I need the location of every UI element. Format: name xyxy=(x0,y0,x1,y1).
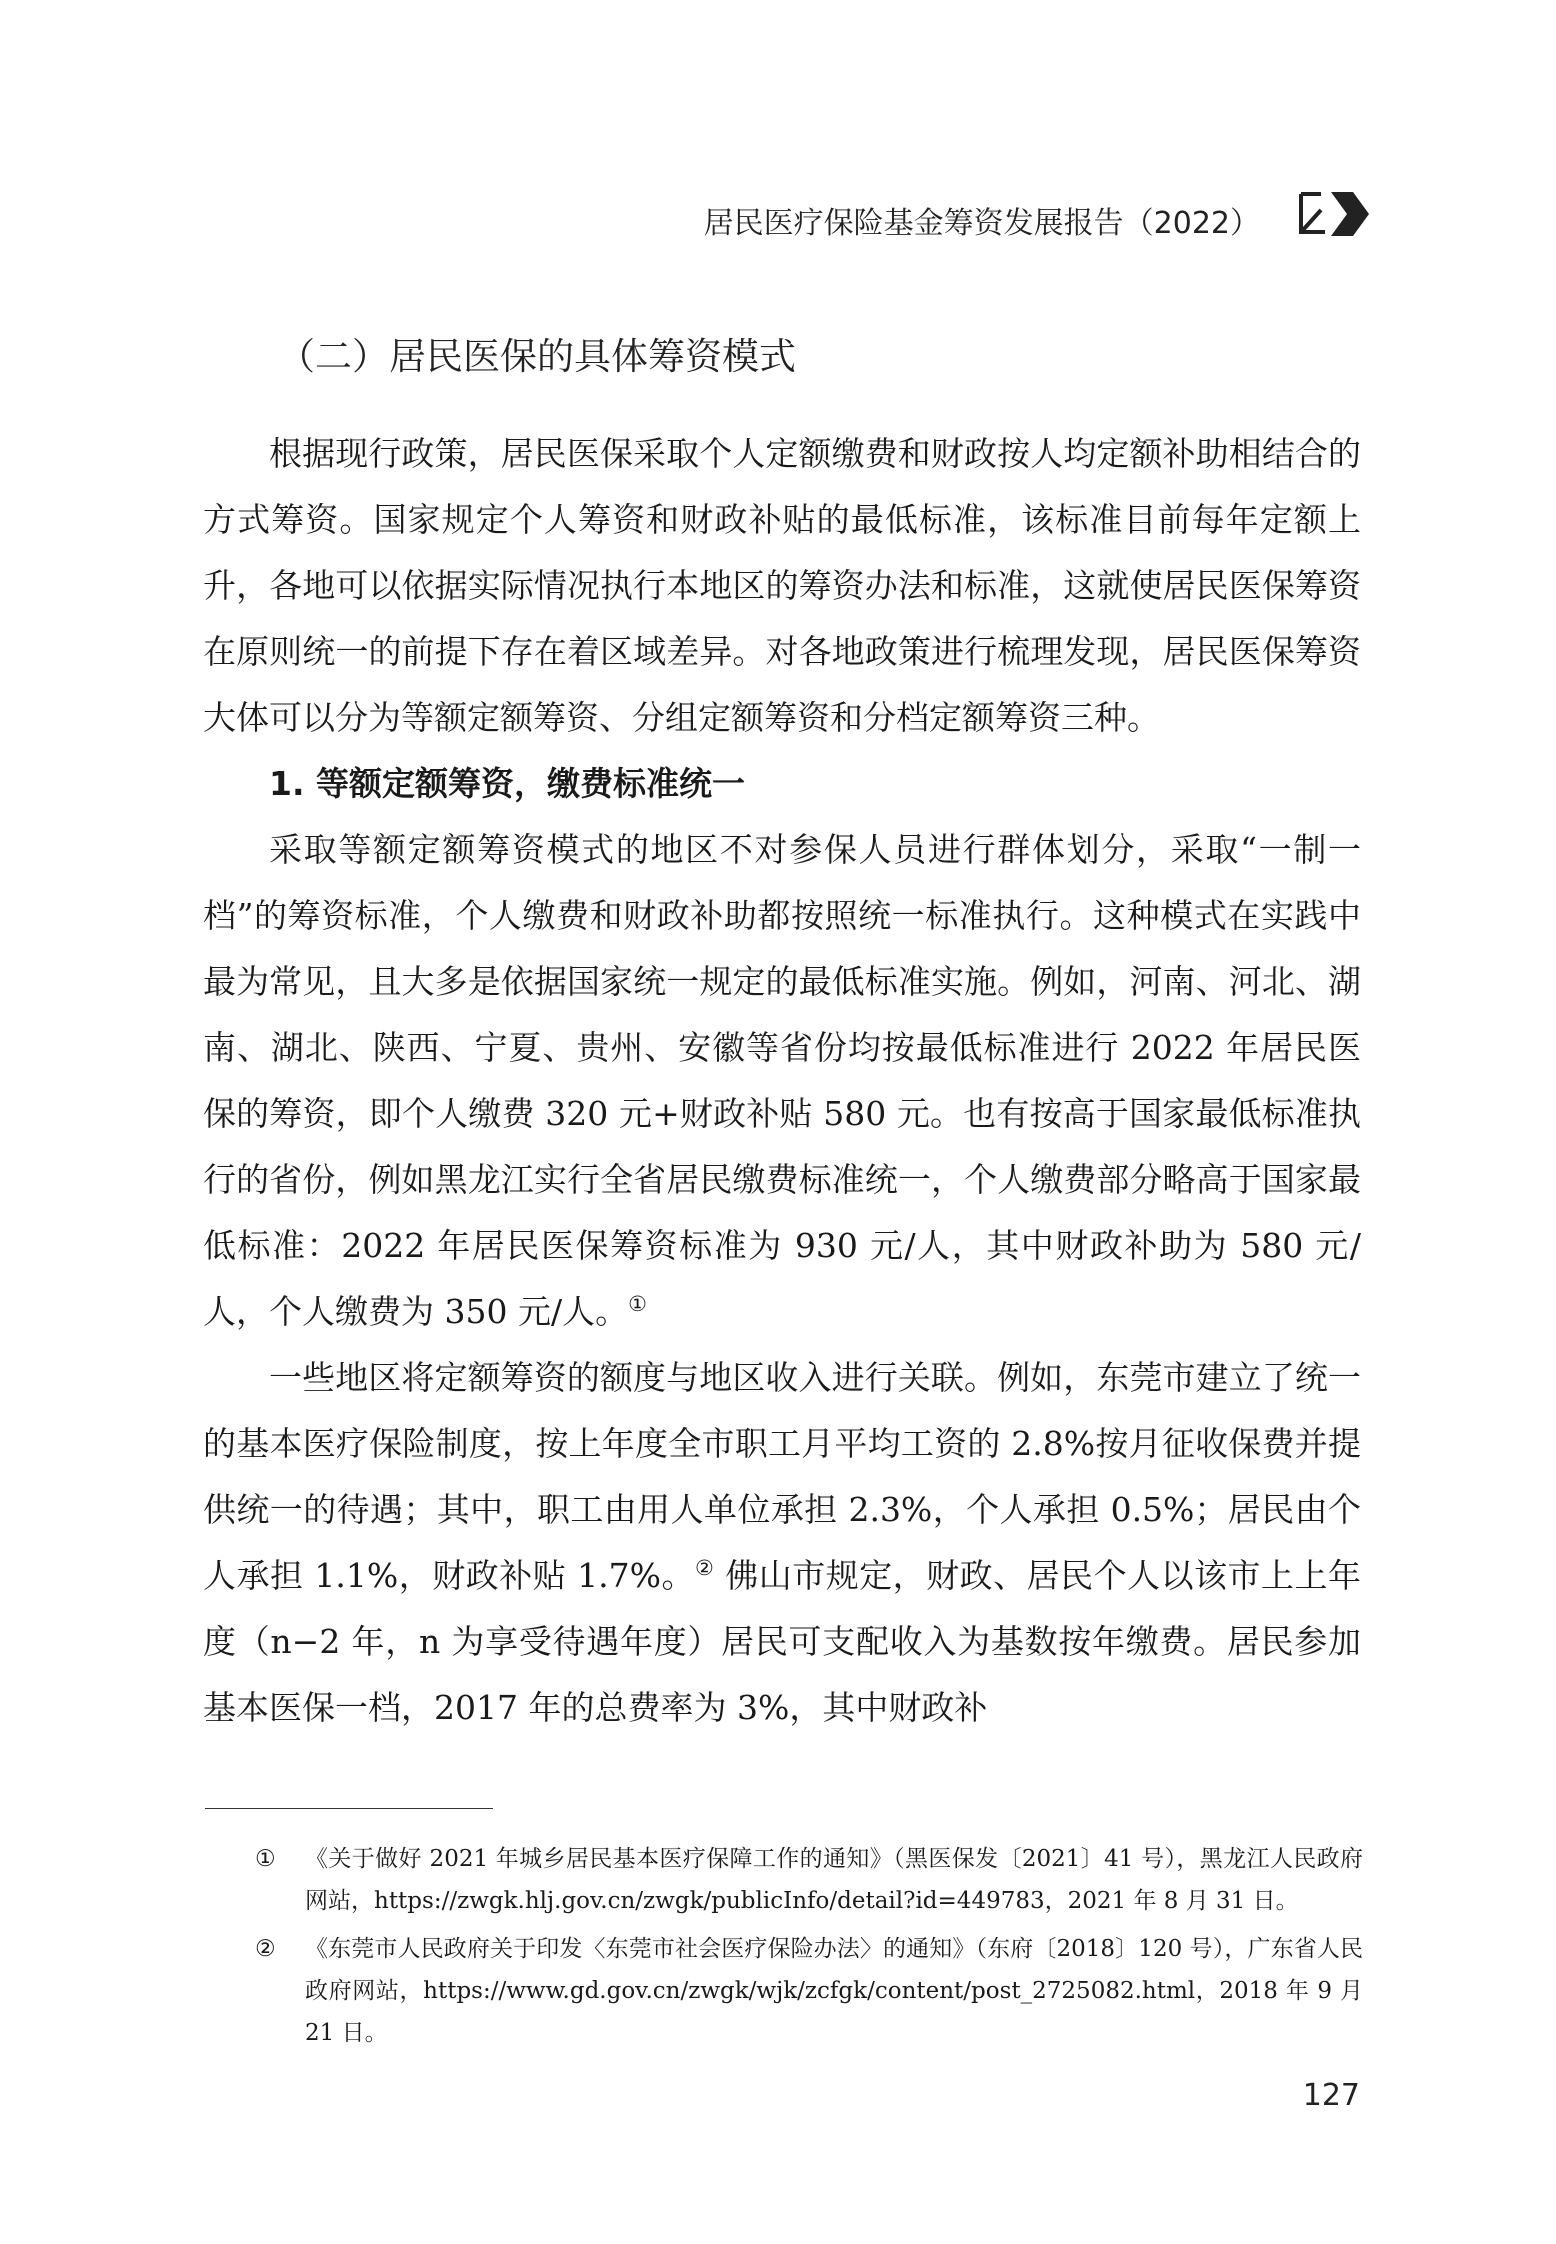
footnote-ref-1[interactable]: ① xyxy=(628,1292,647,1316)
footnote-text: 《东莞市人民政府关于印发〈东莞市社会医疗保险办法〉的通知》（东府〔2018〕120 号），广东省人民政府网站，https://www.gd.gov.cn/zwgk/wjk/zcfgk/content/post_2725082.html，2018 年 9 月 21 日。 xyxy=(305,1936,1363,2046)
page-number: 127 xyxy=(1302,2078,1360,2113)
footnote-item xyxy=(255,1928,1363,2054)
footnote-number: ② xyxy=(255,1936,276,1962)
paragraph-3 xyxy=(203,1345,1361,1741)
section-title: （二）居民医保的具体筹资模式 xyxy=(278,335,796,378)
chapter-mark-icon xyxy=(1295,186,1373,242)
paragraph-2-text: 采取等额定额筹资模式的地区不对参保人员进行群体划分，采取“一制一档”的筹资标准，个人缴费和财政补助都按照统一标准执行。这种模式在实践中最为常见，且大多是依据国家统一规定的最低标准实施。例如，河南、河北、湖南、湖北、陕西、宁夏、贵州、安徽等省份均按最低标准进行 2022 年居民医保的筹资，即个人缴费 320 元+财政补贴 580 元。也有按高于国家最低标准执行的省份，例如黑龙江实行全省居民缴费标准统一，个人缴费部分略高于国家最低标准：2022 年居民医保筹资标准为 930 元/人，其中财政补助为 580 元/人，个人缴费为 350 元/人。 xyxy=(203,830,1361,1331)
footnote-text: 《关于做好 2021 年城乡居民基本医疗保障工作的通知》（黑医保发〔2021〕41 号），黑龙江人民政府网站，https://zwgk.hlj.gov.cn/zwgk/publicInfo/detail?id=449783，2021 年 8 月 31 日。 xyxy=(305,1846,1363,1914)
paragraph-3-text-a: 一些地区将定额筹资的额度与地区收入进行关联。例如，东莞市建立了统一的基本医疗保险制度，按上年度全市职工月平均工资的 2.8%按月征收保费并提供统一的待遇；其中，职工由用人单位承担 2.3%，个人承担 0.5%；居民由个人承担 1.1%，财政补贴 1.7%。 xyxy=(203,1358,1361,1595)
running-title: 居民医疗保险基金筹资发展报告（2022） xyxy=(703,206,1260,241)
subheading: 1. 等额定额筹资，缴费标准统一 xyxy=(269,764,745,803)
footnote-ref-2[interactable]: ② xyxy=(694,1556,715,1580)
body-text xyxy=(203,421,1361,1741)
paragraph-2 xyxy=(203,817,1361,1345)
paragraph-3-text-b: 佛山市规定，财政、居民个人以该市上上年度（n−2 年，n 为享受待遇年度）居民可支配收入为基数按年缴费。居民参加基本医保一档，2017 年的总费率为 3%，其中财政补 xyxy=(203,1556,1361,1727)
footnote-item xyxy=(255,1838,1363,1922)
footnote-number: ① xyxy=(255,1846,276,1872)
footnotes xyxy=(255,1838,1363,2060)
footnote-divider xyxy=(205,1808,493,1809)
paragraph-1: 根据现行政策，居民医保采取个人定额缴费和财政按人均定额补助相结合的方式筹资。国家规定个人筹资和财政补贴的最低标准，该标准目前每年定额上升，各地可以依据实际情况执行本地区的筹资办法和标准，这就使居民医保筹资在原则统一的前提下存在着区域差异。对各地政策进行梳理发现，居民医保筹资大体可以分为等额定额筹资、分组定额筹资和分档定额筹资三种。 xyxy=(203,434,1361,737)
